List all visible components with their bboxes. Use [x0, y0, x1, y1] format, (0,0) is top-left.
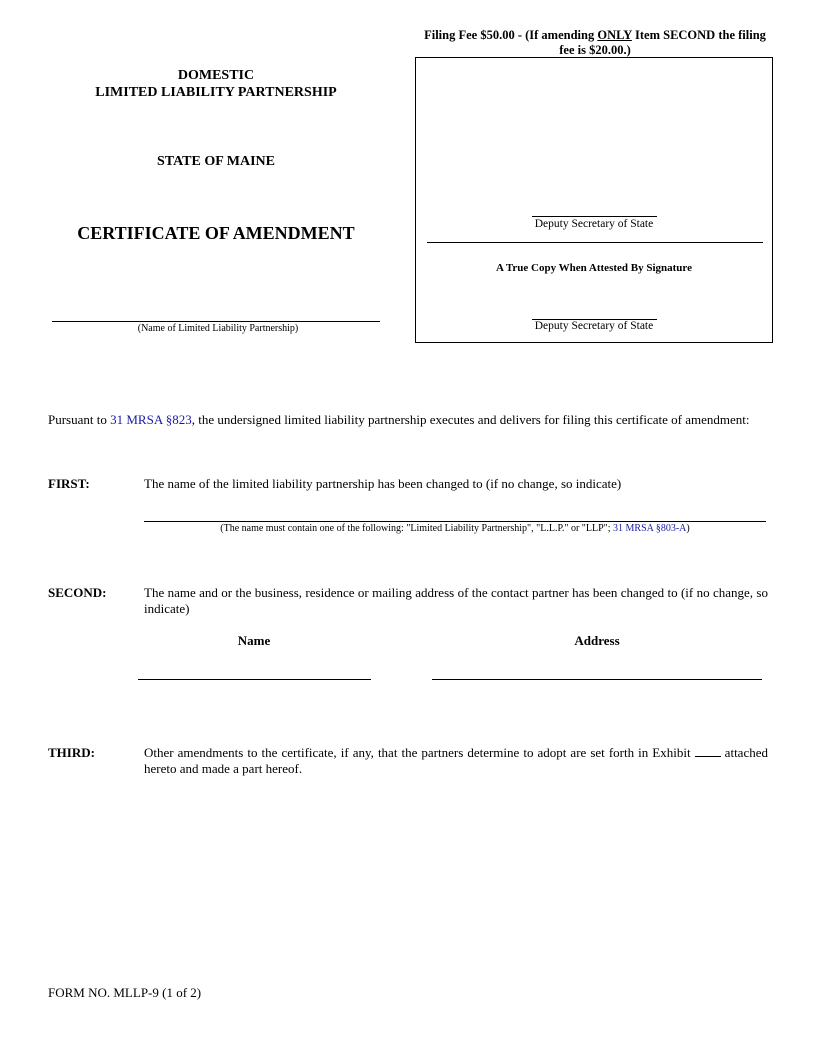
second-text: The name and or the business, residence or mailing address of the contact partner has been changed to (if no change, so indicate): [144, 585, 768, 616]
heading-state: STATE OF MAINE: [157, 154, 275, 169]
third-text-after: attached hereto and made a part hereof.: [144, 745, 768, 776]
llp-name-signature-line: [52, 321, 380, 322]
filing-fee-only: ONLY: [597, 28, 632, 42]
exhibit-blank[interactable]: [695, 745, 721, 757]
filing-fee-note: [416, 28, 774, 58]
statute-link-803a[interactable]: 31 MRSA §803-A: [613, 523, 687, 534]
first-text: The name of the limited liability partnership has been changed to (if no change, so indicate): [144, 476, 622, 491]
first-caption-suffix: ): [686, 523, 690, 534]
deputy-signature-line-1: [532, 216, 657, 217]
true-copy-caption: A True Copy When Attested By Signature: [496, 262, 692, 274]
first-caption: [144, 523, 766, 534]
contact-address-header: Address: [574, 633, 620, 648]
third-label: THIRD:: [48, 745, 95, 760]
contact-name-header: Name: [237, 633, 271, 648]
filing-fee-prefix: Filing Fee $50.00 - (If amending: [424, 28, 598, 42]
heading-llp: LIMITED LIABILITY PARTNERSHIP: [95, 85, 337, 100]
filing-office-box: [415, 57, 773, 343]
first-caption-prefix: (The name must contain one of the following: "Limited Liability Partnership", "L.L.P." or "LLP";: [220, 523, 614, 534]
llp-name-caption: (Name of Limited Liability Partnership): [137, 323, 299, 334]
heading-domestic: DOMESTIC: [177, 68, 255, 83]
pursuant-paragraph: [48, 411, 778, 428]
pursuant-suffix: , the undersigned limited liability partnership executes and delivers for filing this certificate of amendment:: [191, 412, 750, 427]
new-name-line[interactable]: [144, 521, 766, 522]
first-label: FIRST:: [48, 476, 90, 491]
filing-fee-suffix: Item SECOND the filing fee is $20.00.): [559, 28, 766, 57]
third-text-before: Other amendments to the certificate, if any, that the partners determine to adopt are set forth in Exhibit: [144, 745, 695, 760]
contact-name-line[interactable]: [138, 679, 371, 680]
deputy-caption-2: Deputy Secretary of State: [534, 320, 654, 332]
heading-domestic-llp: [52, 67, 380, 101]
third-text: [144, 745, 768, 777]
second-label: SECOND:: [48, 585, 107, 600]
statute-link-823[interactable]: 31 MRSA §823: [110, 412, 192, 427]
filing-box-divider: [427, 242, 763, 243]
page-title: CERTIFICATE OF AMENDMENT: [77, 223, 355, 243]
form-number: FORM NO. MLLP-9 (1 of 2): [48, 985, 202, 1000]
pursuant-prefix: Pursuant to: [48, 412, 111, 427]
contact-address-line[interactable]: [432, 679, 762, 680]
deputy-caption-1: Deputy Secretary of State: [534, 218, 654, 230]
